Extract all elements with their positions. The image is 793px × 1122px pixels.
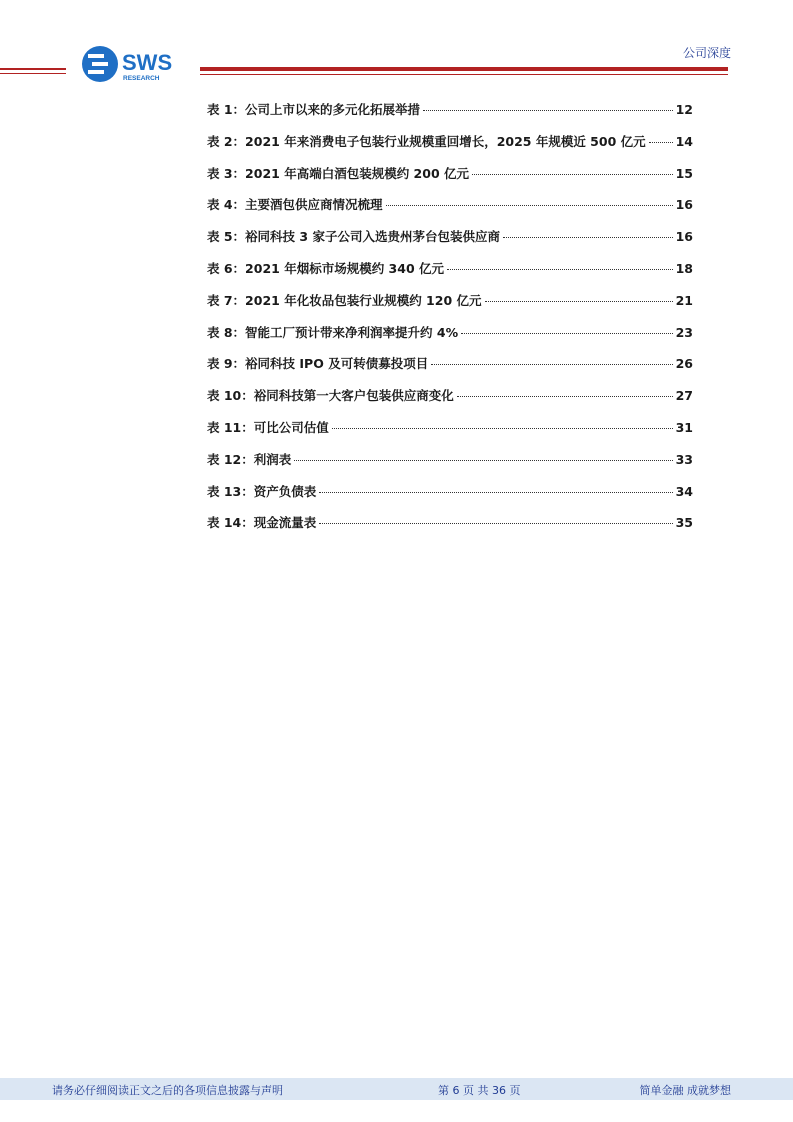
toc-page-number: 16 <box>675 229 693 245</box>
page-footer <box>0 1078 793 1100</box>
toc-leader <box>485 301 673 302</box>
header-rule <box>0 68 66 70</box>
toc-leader <box>386 205 673 206</box>
toc-leader <box>319 523 672 524</box>
toc-entry[interactable] <box>207 513 693 545</box>
toc-leader <box>457 396 673 397</box>
toc-page-number: 26 <box>675 356 693 372</box>
toc-entry[interactable] <box>207 482 693 514</box>
toc-label: 表 3：2021 年高端白酒包装规模约 200 亿元 <box>207 165 469 181</box>
toc-page-number: 15 <box>675 165 693 181</box>
header-rule <box>0 73 66 74</box>
toc-leader <box>472 174 673 175</box>
toc-leader <box>461 333 672 334</box>
report-category: 公司深度 <box>682 46 731 60</box>
header-rule <box>200 74 728 75</box>
toc-label: 表 8：智能工厂预计带来净利润率提升约 4% <box>207 324 459 340</box>
toc-label: 表 14：现金流量表 <box>207 515 317 531</box>
toc-page-number: 27 <box>675 388 693 404</box>
toc-leader <box>294 460 672 461</box>
footer-disclaimer: 请务必仔细阅读正文之后的各项信息披露与声明 <box>52 1084 283 1097</box>
toc-page-number: 31 <box>675 419 693 435</box>
toc-leader <box>649 142 673 143</box>
toc-entry[interactable] <box>207 291 693 323</box>
toc-label: 表 11：可比公司估值 <box>207 419 329 435</box>
toc-label: 表 10：裕同科技第一大客户包装供应商变化 <box>207 388 454 404</box>
toc-entry[interactable] <box>207 450 693 482</box>
toc-entry[interactable] <box>207 259 693 291</box>
toc-entry[interactable] <box>207 323 693 355</box>
toc-page-number: 12 <box>675 102 693 117</box>
toc-label: 表 6：2021 年烟标市场规模约 340 亿元 <box>207 260 444 276</box>
toc-label: 表 5：裕同科技 3 家子公司入选贵州茅台包装供应商 <box>207 229 500 245</box>
toc-label: 表 7：2021 年化妆品包装行业规模约 120 亿元 <box>207 292 482 308</box>
toc-leader <box>447 269 673 270</box>
logo-sub-text: RESEARCH <box>123 75 160 82</box>
toc-leader <box>431 364 672 365</box>
toc-label: 表 4：主要酒包供应商情况梳理 <box>207 197 383 213</box>
toc-page-number: 33 <box>675 451 693 467</box>
sws-logo <box>80 44 190 84</box>
toc-leader <box>423 110 673 111</box>
toc-leader <box>503 237 673 238</box>
toc-label: 表 13：资产负债表 <box>207 483 317 499</box>
toc-page-number: 35 <box>675 515 693 531</box>
toc-page-number: 21 <box>675 292 693 308</box>
toc-page-number: 14 <box>675 133 693 149</box>
toc-label: 表 12：利润表 <box>207 451 292 467</box>
toc-label: 表 2：2021 年来消费电子包装行业规模重回增长，2025 年规模近 500 亿元 <box>207 133 646 149</box>
logo-brand-text: SWS <box>122 50 173 75</box>
toc-entry[interactable] <box>207 354 693 386</box>
footer-page-info: 第 6 页 共 36 页 <box>438 1084 521 1097</box>
table-of-figures <box>207 100 693 545</box>
toc-page-number: 16 <box>675 197 693 213</box>
toc-entry[interactable] <box>207 132 693 164</box>
toc-page-number: 34 <box>675 483 693 499</box>
toc-leader <box>319 492 672 493</box>
footer-slogan: 简单金融 成就梦想 <box>639 1084 731 1097</box>
toc-entry[interactable] <box>207 195 693 227</box>
toc-leader <box>332 428 673 429</box>
toc-page-number: 23 <box>675 324 693 340</box>
toc-entry[interactable] <box>207 164 693 196</box>
toc-page-number: 18 <box>675 260 693 276</box>
toc-label: 表 9：裕同科技 IPO 及可转债募投项目 <box>207 356 429 372</box>
toc-entry[interactable] <box>207 418 693 450</box>
toc-entry[interactable] <box>207 386 693 418</box>
toc-entry[interactable] <box>207 227 693 259</box>
header-rule <box>200 67 728 71</box>
toc-entry[interactable] <box>207 100 693 132</box>
toc-label: 表 1：公司上市以来的多元化拓展举措 <box>207 102 421 117</box>
